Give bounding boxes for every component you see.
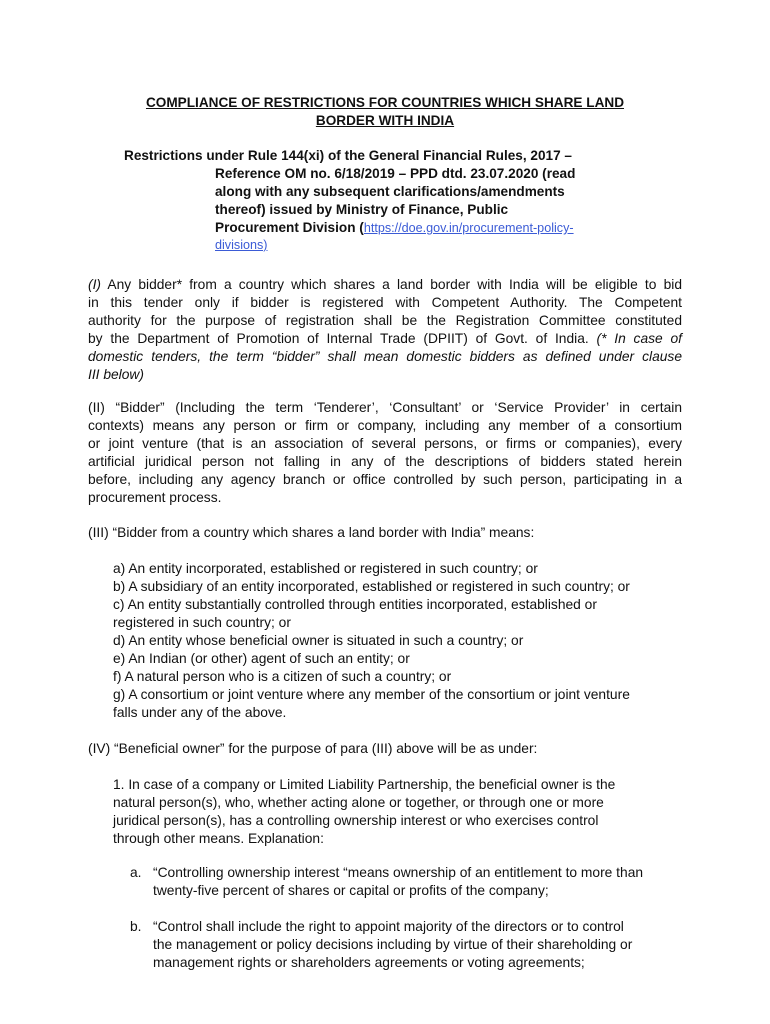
procurement-policy-link[interactable]: https://doe.gov.in/procurement-policy- bbox=[363, 221, 574, 235]
paragraph-i-line: authority for the purpose of registration shall be the Registration Committee constituted bbox=[88, 313, 682, 328]
restriction-link-continuation bbox=[215, 236, 655, 254]
point-1-line: through other means. Explanation: bbox=[113, 831, 324, 846]
paragraph-i-note-line: domestic tenders, the term “bidder” shall mean domestic bidders as defined under clause bbox=[88, 349, 682, 364]
list-item: d) An entity whose beneficial owner is situated in such a country; or bbox=[113, 633, 524, 648]
list-item: b) A subsidiary of an entity incorporated, established or registered in such country; or bbox=[113, 579, 630, 594]
item-b-line: “Control shall include the right to appoint majority of the directors or to control bbox=[153, 919, 624, 934]
paragraph-i bbox=[88, 276, 682, 384]
list-item: a) An entity incorporated, established or registered in such country; or bbox=[113, 561, 538, 576]
restriction-heading: Restrictions under Rule 144(xi) of the General Financial Rules, 2017 – bbox=[124, 148, 572, 163]
point-1-line: juridical person(s), has a controlling ownership interest or who exercises control bbox=[113, 813, 599, 828]
list-item: e) An Indian (or other) agent of such an entity; or bbox=[113, 651, 410, 666]
paragraph-i-note-line: III below) bbox=[88, 367, 144, 382]
list-item: c) An entity substantially controlled through entities incorporated, established or bbox=[113, 597, 597, 612]
item-b-line: the management or policy decisions including by virtue of their shareholding or bbox=[153, 937, 633, 952]
item-a-line: twenty-five percent of shares or capital or profits of the company; bbox=[153, 883, 549, 898]
paragraph-ii-line: before, including any agency branch or office controlled by such person, participating in a bbox=[88, 472, 682, 487]
document-title-line-2: BORDER WITH INDIA bbox=[315, 113, 455, 128]
paragraph-ii bbox=[88, 399, 682, 507]
point-1-line: natural person(s), who, whether acting alone or together, or through one or more bbox=[113, 795, 604, 810]
item-a-marker: a. bbox=[130, 865, 142, 880]
item-a-line: “Controlling ownership interest “means ownership of an entitlement to more than bbox=[153, 865, 644, 880]
procurement-policy-link-continued[interactable]: divisions) bbox=[215, 238, 268, 252]
item-b-marker: b. bbox=[130, 919, 142, 934]
restriction-line-prefix: Procurement Division ( bbox=[215, 220, 364, 235]
paragraph-ii-line: contexts) means any person or firm or company, including any member of a consortium bbox=[88, 418, 682, 433]
paragraph-i-line: by the Department of Promotion of Internal Trade (DPIIT) of Govt. of India. bbox=[88, 331, 597, 346]
document-title-line-1: COMPLIANCE OF RESTRICTIONS FOR COUNTRIES WHICH SHARE LAND bbox=[145, 95, 625, 110]
paragraph-ii-line: or joint venture (that is an association of several persons, or firms or companies), every bbox=[88, 436, 682, 451]
paragraph-i-line: in this tender only if bidder is registered with Competent Authority. The Competent bbox=[88, 295, 682, 310]
restriction-line: along with any subsequent clarifications/amendments bbox=[215, 184, 565, 199]
bidder-definition-list bbox=[113, 560, 693, 722]
paragraph-i-line: Any bidder* from a country which shares a land border with India will be eligible to bid bbox=[101, 277, 682, 292]
restriction-line: thereof) issued by Ministry of Finance, Public bbox=[215, 202, 509, 217]
list-item: f) A natural person who is a citizen of such a country; or bbox=[113, 669, 452, 684]
paragraph-ii-line: procurement process. bbox=[88, 490, 222, 505]
point-1-line: 1. In case of a company or Limited Liability Partnership, the beneficial owner is the bbox=[113, 777, 616, 792]
paragraph-i-note: (* In case of bbox=[596, 331, 682, 346]
paragraph-ii-line: (II) “Bidder” (Including the term ‘Tenderer’, ‘Consultant’ or ‘Service Provider’ in certain bbox=[88, 400, 682, 415]
beneficial-owner-point-1 bbox=[113, 776, 673, 848]
paragraph-iii: (III) “Bidder from a country which shares a land border with India” means: bbox=[88, 525, 535, 540]
list-item: registered in such country; or bbox=[113, 615, 291, 630]
paragraph-iv: (IV) “Beneficial owner” for the purpose of para (III) above will be as under: bbox=[88, 741, 538, 756]
paragraph-i-marker: (I) bbox=[88, 277, 102, 292]
restriction-line-last bbox=[215, 219, 655, 237]
paragraph-ii-line: artificial juridical person not falling in any of the descriptions of bidders stated herein bbox=[88, 454, 682, 469]
list-item: g) A consortium or joint venture where any member of the consortium or joint venture bbox=[113, 687, 630, 702]
restriction-line: Reference OM no. 6/18/2019 – PPD dtd. 23.07.2020 (read bbox=[215, 166, 576, 181]
list-item: falls under any of the above. bbox=[113, 705, 287, 720]
item-b-line: management rights or shareholders agreements or voting agreements; bbox=[153, 955, 585, 970]
